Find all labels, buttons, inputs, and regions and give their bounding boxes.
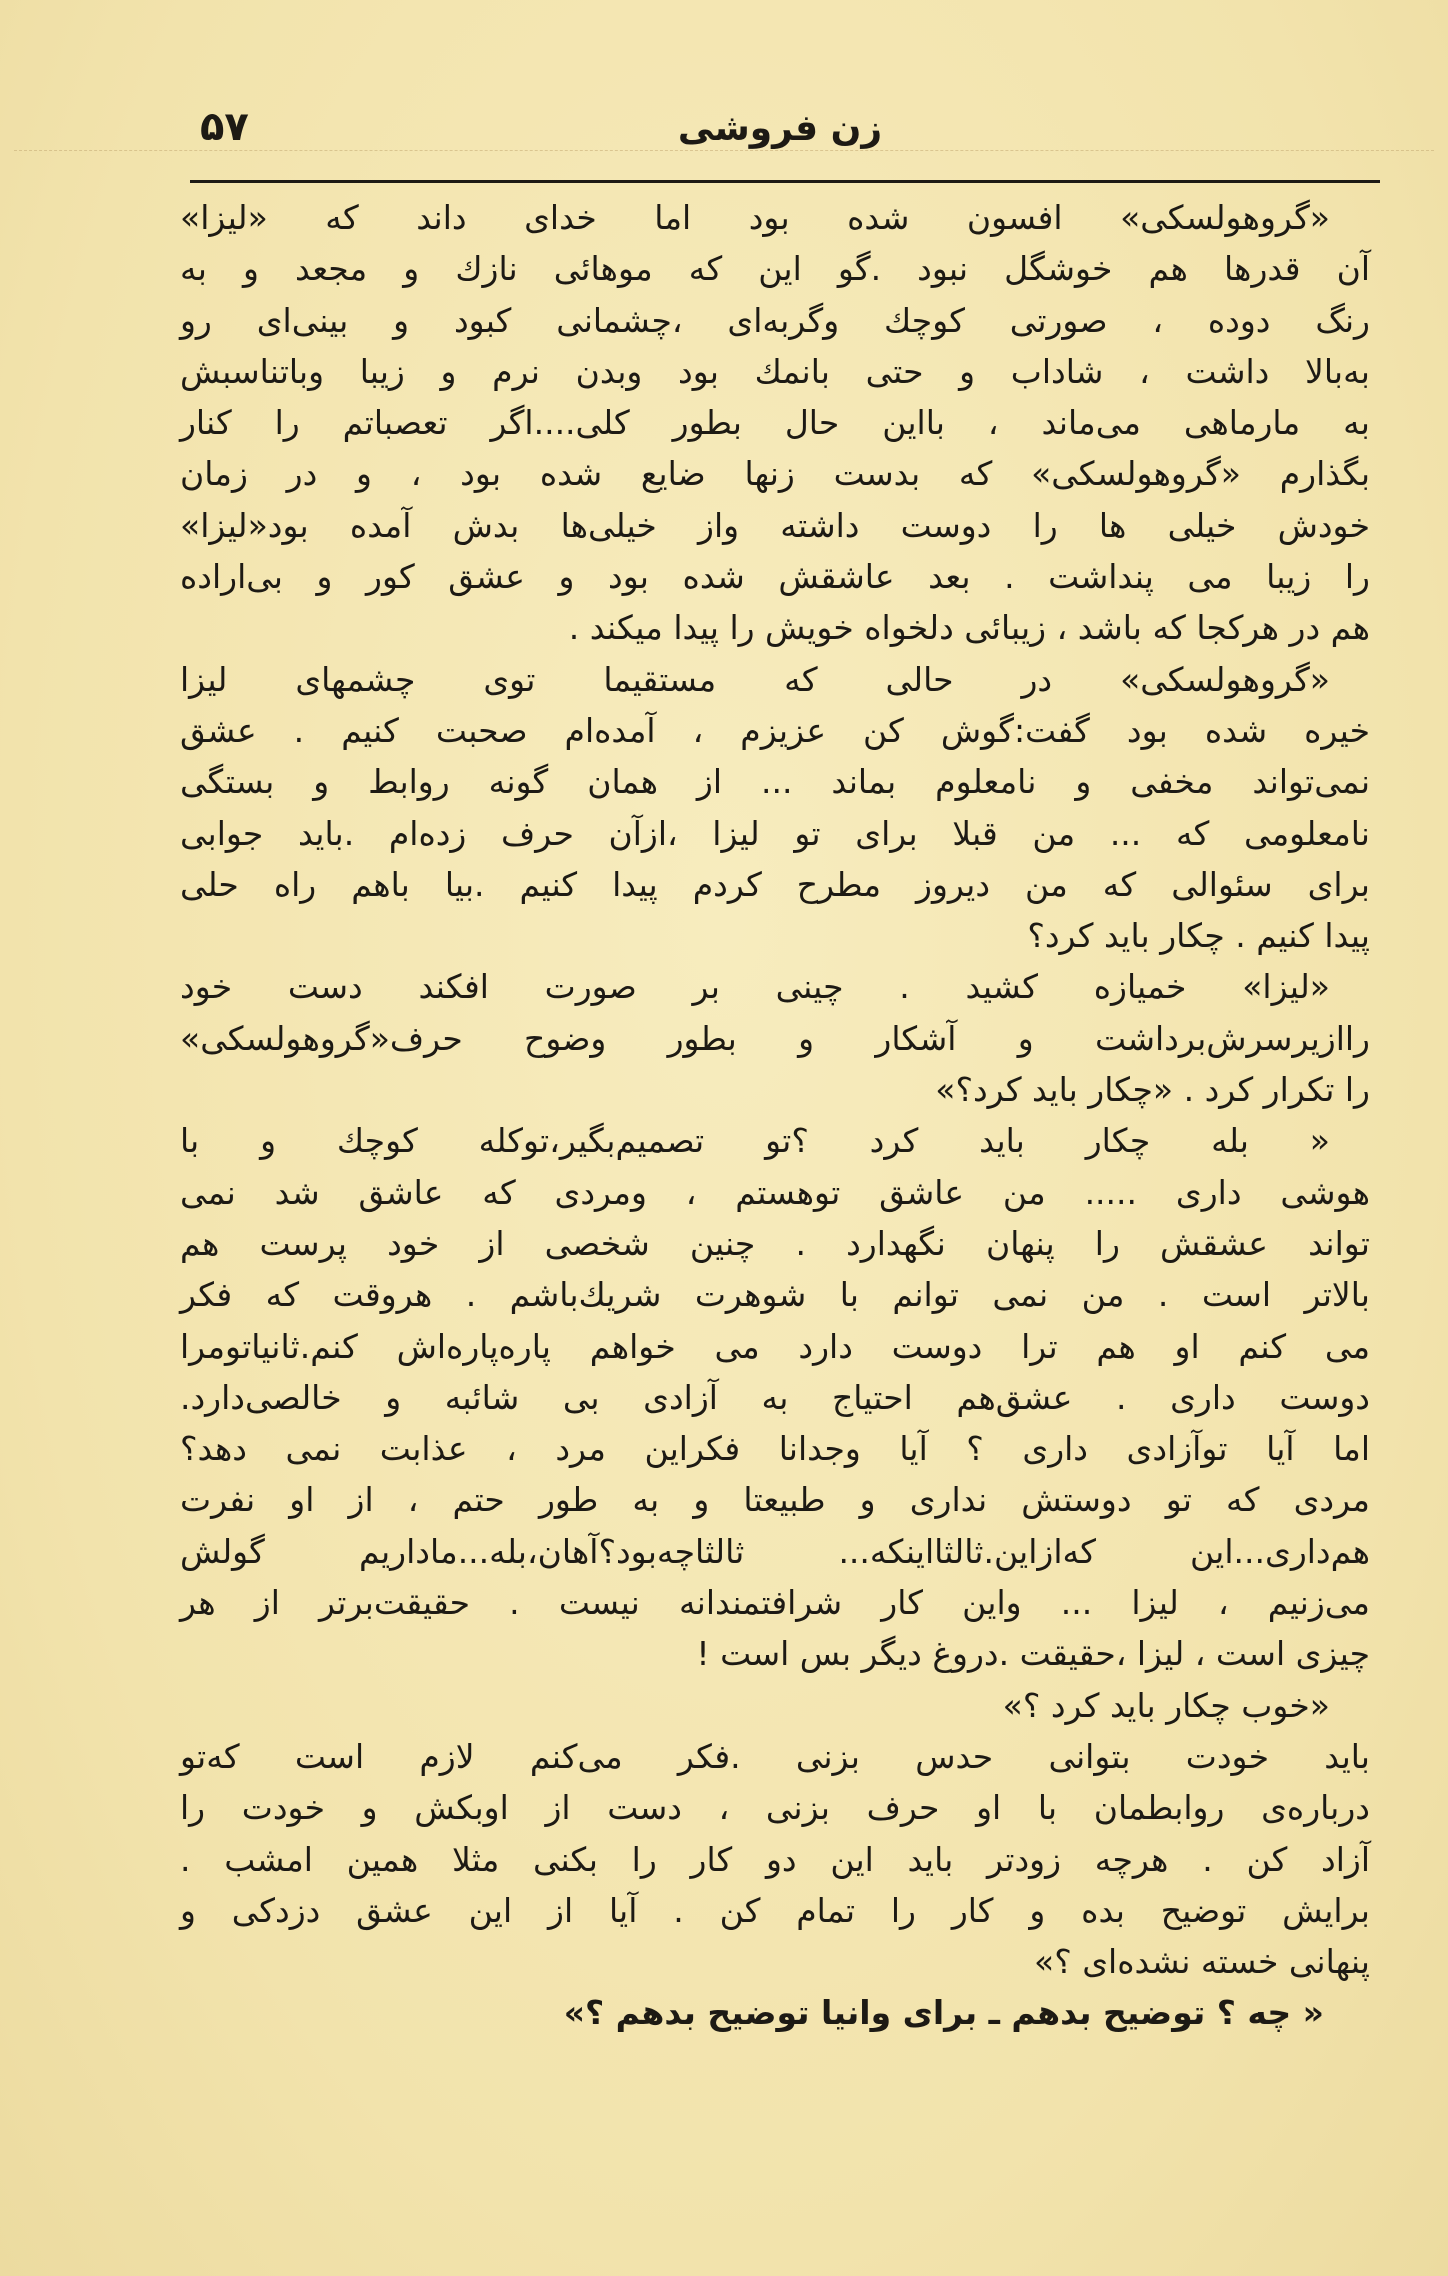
text-line: «گروهولسکی» در حالی که مستقیما توی چشمهای لیزا — [180, 659, 1330, 699]
running-title: زن فروشی — [677, 108, 883, 149]
text-line: می‌زنیم ، لیزا ... واین کار شرافتمندانه نیست . حقیقت‌برتر از هر — [180, 1583, 1370, 1623]
text-line: آن قدرها هم خوشگل نبود .گو این که موهائی نازك و مجعد و به — [180, 249, 1370, 289]
text-line: دوست داری . عشق‌هم احتیاج به آزادی بی شائبه و خالصی‌دارد. — [180, 1377, 1370, 1417]
text-line: پیدا کنیم . چکار باید کرد؟ — [1027, 916, 1370, 956]
text-line: « بله چکار باید کرد ؟تو تصمیم‌بگیر،توکله کوچك و با — [180, 1121, 1330, 1161]
text-line: تواند عشقش را پنهان نگهدارد . چنین شخصی از خود پرست هم — [180, 1223, 1370, 1263]
page-header — [180, 100, 1380, 180]
text-line: مردی که تو دوستش نداری و طبیعتا و به طور حتم ، از او نفرت — [180, 1480, 1370, 1520]
text-line: آزاد کن . هرچه زودتر باید این دو کار را بکنی مثلا همین امشب . — [180, 1839, 1370, 1879]
text-line: به‌بالا داشت ، شاداب و حتی بانمك بود وبدن نرم و زیبا وباتناسبش — [180, 351, 1370, 391]
text-line: پنهانی خسته نشده‌ای ؟» — [1034, 1942, 1370, 1982]
text-line: می کنم او هم ترا دوست دارد می خواهم پاره‌پاره‌اش کنم.ثانیاتومرا — [180, 1326, 1370, 1366]
text-line: بگذارم «گروهولسکی» که بدست زنها ضایع شده بود ، و در زمان — [180, 454, 1370, 494]
text-line: باید خودت بتوانی حدس بزنی .فکر می‌کنم لازم است که‌تو — [180, 1736, 1370, 1776]
text-line: «لیزا» خمیازه کشید . چینی بر صورت افکند دست خود — [180, 967, 1330, 1007]
text-line: اما آیا توآزادی داری ؟ آیا وجدانا فکراین مرد ، عذابت نمی دهد؟ — [180, 1429, 1370, 1469]
text-line: برای سئوالی که من دیروز مطرح کردم پیدا کنیم .بیا باهم راه حلی — [180, 864, 1370, 904]
text-line: « چه ؟ توضیح بدهم ـ برای وانیا توضیح بدهم ؟» — [563, 1993, 1324, 2033]
text-line: چیزی است ، لیزا ،حقیقت .دروغ دیگر بس است ! — [696, 1634, 1370, 1674]
text-line: خیره شده بود گفت:گوش کن عزیزم ، آمده‌ام صحبت کنیم . عشق — [180, 710, 1370, 750]
text-line: هوشی داری ..... من عاشق توهستم ، ومردی که عاشق شد نمی — [180, 1172, 1370, 1212]
text-line: برایش توضیح بده و کار را تمام کن . آیا از این عشق دزدکی و — [180, 1890, 1370, 1930]
text-line: درباره‌ی روابطمان با او حرف بزنی ، دست از اوبکش و خودت را — [180, 1788, 1370, 1828]
text-line: بالاتر است . من نمی توانم با شوهرت شریك‌باشم . هروقت که فکر — [180, 1275, 1370, 1315]
page-number: ۵۷ — [200, 104, 249, 150]
body-text — [180, 192, 1370, 2039]
text-line: را تکرار کرد . «چکار باید کرد؟» — [935, 1070, 1370, 1110]
text-line: را زیبا می پنداشت . بعد عاشقش شده بود و عشق کور و بی‌اراده — [180, 557, 1370, 597]
text-line: رنگ دوده ، صورتی کوچك وگربه‌ای ،چشمانی کبود و بینی‌ای رو — [180, 300, 1370, 340]
text-line: نامعلومی که ... من قبلا برای تو لیزا ،ازآن حرف زده‌ام .باید جوابی — [180, 813, 1370, 853]
text-line: نمی‌تواند مخفی و نامعلوم بماند ... از همان گونه روابط و بستگی — [180, 762, 1370, 802]
text-line: هم‌داری...این که‌ازاین.ثالثااینکه... ثالثاچه‌بود؟آهان،بله...ماداریم گولش — [180, 1531, 1370, 1571]
text-line: خودش خیلی ها را دوست داشته واز خیلی‌ها بدش آمده بود«لیزا» — [180, 505, 1370, 545]
text-line: «گروهولسکی» افسون شده بود اما خدای داند که «لیزا» — [180, 198, 1330, 237]
text-line: به مارماهی می‌ماند ، بااین حال بطور کلی....اگر تعصباتم را کنار — [180, 403, 1370, 443]
header-rule — [190, 180, 1380, 183]
text-line: راازیرسرش‌برداشت و آشکار و بطور وضوح حرف«گروهولسکی» — [180, 1018, 1370, 1058]
text-line: «خوب چکار باید کرد ؟» — [1002, 1685, 1330, 1725]
text-line: هم در هرکجا که باشد ، زیبائی دلخواه خویش را پیدا میکند . — [568, 608, 1370, 648]
